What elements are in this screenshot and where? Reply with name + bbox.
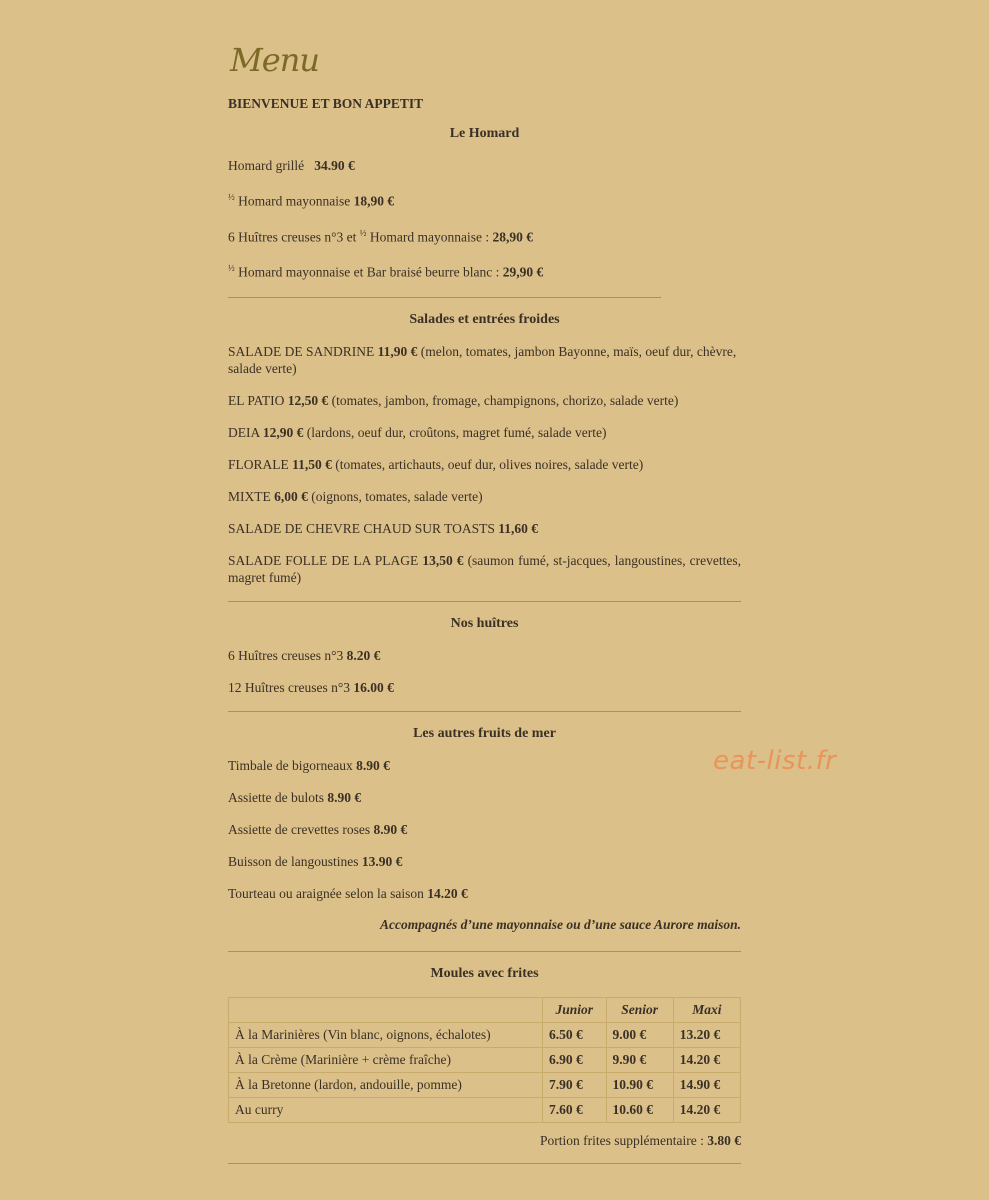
price-junior: 7.90 € xyxy=(543,1072,607,1097)
item-ingredients: (tomates, jambon, fromage, champignons, chorizo, salade verte) xyxy=(331,392,679,408)
menu-item xyxy=(228,424,741,441)
table-header-senior: Senior xyxy=(606,997,673,1022)
price-senior: 9.00 € xyxy=(606,1022,673,1047)
half-fraction: ½ xyxy=(359,227,367,238)
accompaniment-note: Accompagnés d’une mayonnaise ou d’une sauce Aurore maison. xyxy=(379,916,741,932)
table-row xyxy=(229,1022,741,1047)
item-ingredients: (saumon fumé, st-jacques, langoustines, crevettes, magret fumé) xyxy=(228,552,741,585)
menu-item xyxy=(228,157,741,174)
item-price: 8.90 € xyxy=(327,789,362,805)
row-name: À la Marinières (Vin blanc, oignons, échalotes) xyxy=(229,1022,543,1047)
menu-item xyxy=(228,520,741,537)
moules-price-table xyxy=(228,997,741,1123)
item-name: Timbale de bigorneaux xyxy=(228,757,353,773)
price-senior: 9.90 € xyxy=(606,1047,673,1072)
item-price: 13.90 € xyxy=(361,853,403,869)
item-price: 12,50 € xyxy=(287,392,329,408)
item-name: Homard grillé xyxy=(228,158,305,173)
section-title-fruits-de-mer: Les autres fruits de mer xyxy=(413,725,556,741)
item-name: FLORALE xyxy=(228,456,289,472)
divider xyxy=(228,1163,741,1164)
menu-item xyxy=(228,757,741,774)
welcome-heading: BIENVENUE ET BON APPETIT xyxy=(228,96,424,111)
page-title: Menu xyxy=(230,41,319,79)
table-row xyxy=(229,1072,741,1097)
item-price: 18,90 € xyxy=(353,193,395,209)
price-junior: 6.90 € xyxy=(543,1047,607,1072)
item-price: 11,90 € xyxy=(377,343,418,359)
item-name: Tourteau ou araignée selon la saison xyxy=(228,885,424,901)
item-price: 11,50 € xyxy=(292,456,332,472)
menu-item xyxy=(228,552,741,586)
menu-item xyxy=(228,343,741,377)
item-price: 8.90 € xyxy=(373,821,408,837)
row-name: À la Crème (Marinière + crème fraîche) xyxy=(229,1047,543,1072)
item-name-secondary: Homard mayonnaise : xyxy=(369,229,490,244)
item-ingredients: (tomates, artichauts, oeuf dur, olives noires, salade verte) xyxy=(335,456,644,472)
divider xyxy=(228,601,741,602)
item-name: EL PATIO xyxy=(228,392,285,408)
menu-item xyxy=(228,679,741,696)
item-price: 29,90 € xyxy=(502,264,544,280)
divider xyxy=(228,951,741,952)
price-senior: 10.60 € xyxy=(606,1097,673,1122)
item-name: SALADE FOLLE DE LA PLAGE xyxy=(228,552,419,568)
menu-item xyxy=(228,821,741,838)
table-row xyxy=(229,1047,741,1072)
row-name: À la Bretonne (lardon, andouille, pomme) xyxy=(229,1072,543,1097)
section-title-huitres: Nos huîtres xyxy=(450,615,519,631)
item-name: Buisson de langoustines xyxy=(228,853,359,869)
item-name: SALADE DE CHEVRE CHAUD SUR TOASTS xyxy=(228,520,495,536)
item-name: DEIA xyxy=(228,424,260,440)
item-name: Homard mayonnaise xyxy=(238,193,351,209)
item-price: 6,00 € xyxy=(274,488,308,504)
menu-item xyxy=(228,225,741,246)
item-name: 6 Huîtres creuses n°3 xyxy=(228,647,344,663)
menu-item xyxy=(228,260,741,281)
item-name: 12 Huîtres creuses n°3 xyxy=(228,679,350,695)
item-price: 34.90 € xyxy=(314,158,355,173)
item-price: 8.90 € xyxy=(356,757,390,773)
price-maxi: 14.20 € xyxy=(673,1047,740,1072)
section-title-moules: Moules avec frites xyxy=(430,965,539,981)
menu-item xyxy=(228,885,741,902)
menu-item xyxy=(228,647,741,664)
table-header-junior: Junior xyxy=(543,997,607,1022)
half-fraction: ½ xyxy=(228,192,235,202)
supplement-price: 3.80 € xyxy=(707,1132,741,1148)
price-senior: 10.90 € xyxy=(606,1072,673,1097)
row-name: Au curry xyxy=(229,1097,543,1122)
item-ingredients: (lardons, oeuf dur, croûtons, magret fumé, salade verte) xyxy=(306,424,607,440)
price-maxi: 14.20 € xyxy=(673,1097,740,1122)
section-title-homard: Le Homard xyxy=(449,126,520,141)
menu-item xyxy=(228,488,741,505)
table-header-maxi: Maxi xyxy=(673,997,740,1022)
item-ingredients: (oignons, tomates, salade verte) xyxy=(311,488,483,504)
item-price: 16.00 € xyxy=(353,679,394,695)
item-price: 12,90 € xyxy=(262,424,304,440)
table-header-row xyxy=(229,997,741,1022)
item-price: 13,50 € xyxy=(422,552,464,568)
item-price: 14.20 € xyxy=(427,885,468,901)
half-fraction: ½ xyxy=(228,263,235,273)
item-price: 8.20 € xyxy=(346,647,381,663)
watermark-logo: eat-list.fr xyxy=(713,746,837,776)
item-name: MIXTE xyxy=(228,488,271,504)
menu-item xyxy=(228,789,741,806)
price-junior: 7.60 € xyxy=(543,1097,607,1122)
item-name: Assiette de bulots xyxy=(228,789,324,805)
supplement-label: Portion frites supplémentaire : xyxy=(540,1132,704,1148)
divider xyxy=(228,711,741,712)
item-name: Homard mayonnaise et Bar braisé beurre blanc : xyxy=(238,264,500,280)
menu-item xyxy=(228,456,741,473)
menu-item xyxy=(228,392,741,409)
price-junior: 6.50 € xyxy=(543,1022,607,1047)
item-price: 28,90 € xyxy=(492,229,533,244)
item-name: SALADE DE SANDRINE xyxy=(228,343,375,359)
menu-item xyxy=(228,853,741,870)
price-maxi: 13.20 € xyxy=(673,1022,740,1047)
divider xyxy=(228,297,661,298)
item-name: 6 Huîtres creuses n°3 et xyxy=(228,229,357,244)
price-maxi: 14.90 € xyxy=(673,1072,740,1097)
menu-item xyxy=(228,189,741,210)
supplement-line xyxy=(228,1133,741,1149)
item-ingredients: (melon, tomates, jambon Bayonne, maïs, oeuf dur, chèvre, salade verte) xyxy=(228,343,737,376)
item-price: 11,60 € xyxy=(498,520,539,536)
item-name: Assiette de crevettes roses xyxy=(228,821,371,837)
menu-page xyxy=(228,38,741,1178)
table-row xyxy=(229,1097,741,1122)
table-header-empty xyxy=(229,997,543,1022)
section-title-salades: Salades et entrées froides xyxy=(409,311,560,327)
